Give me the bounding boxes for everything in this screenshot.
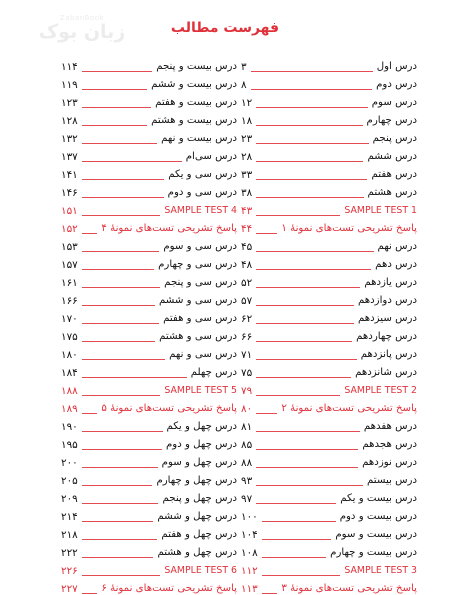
page-number: ۱۱۲ bbox=[240, 565, 262, 577]
page-number: ۱۳۲ bbox=[60, 133, 82, 145]
entry-title: درس چهاردهم bbox=[352, 331, 418, 343]
toc-entry bbox=[60, 271, 238, 289]
entry-title: درس چهلم bbox=[187, 367, 238, 379]
toc-entry bbox=[60, 469, 238, 487]
page-number: ۳ bbox=[240, 61, 251, 73]
entry-title: پاسخ تشریحی تست‌های نمونهٔ ۱ bbox=[277, 223, 418, 235]
entry-title: درس بیست و چهارم bbox=[326, 547, 418, 559]
toc-entry bbox=[240, 289, 418, 307]
page-number: ۱۵۱ bbox=[60, 205, 82, 217]
page-number: ۸۰ bbox=[240, 403, 256, 415]
page-number: ۱۴۶ bbox=[60, 187, 82, 199]
toc-entry bbox=[240, 163, 418, 181]
page-number: ۶۶ bbox=[240, 331, 256, 343]
page-number: ۱۶۱ bbox=[60, 277, 82, 289]
toc-entry bbox=[240, 307, 418, 325]
page-number: ۸۱ bbox=[240, 421, 256, 433]
page-number: ۱۳۷ bbox=[60, 151, 82, 163]
toc-entry bbox=[60, 433, 238, 451]
page-number: ۷۱ bbox=[240, 349, 256, 361]
page-number: ۲۱۸ bbox=[60, 529, 82, 541]
toc-entry bbox=[60, 415, 238, 433]
entry-title: درس ششم bbox=[363, 151, 418, 163]
toc-entry-highlight bbox=[60, 577, 238, 595]
entry-title: درس بیست و نهم bbox=[157, 133, 238, 145]
entry-title: درس چهل و هشتم bbox=[153, 547, 238, 559]
toc-entry-highlight bbox=[60, 397, 238, 415]
toc-entry-highlight bbox=[240, 217, 418, 235]
entry-title: درس چهارم bbox=[363, 115, 418, 127]
entry-title: درس شانزدهم bbox=[351, 367, 418, 379]
page-number: ۲۲۶ bbox=[60, 565, 82, 577]
toc-entry bbox=[240, 343, 418, 361]
entry-title: درس پانزدهم bbox=[357, 349, 418, 361]
watermark-brand: زبان بوک bbox=[38, 21, 126, 43]
toc-entry-highlight bbox=[240, 559, 418, 577]
page-number: ۱۱۹ bbox=[60, 79, 82, 91]
toc-column-left bbox=[60, 55, 238, 595]
page-number: ۴۸ bbox=[240, 259, 256, 271]
page-number: ۱۵۲ bbox=[60, 223, 82, 235]
toc-entry bbox=[60, 235, 238, 253]
toc-entry bbox=[60, 541, 238, 559]
entry-title: درس بیست و دوم bbox=[336, 511, 418, 523]
entry-title: درس نهم bbox=[374, 241, 418, 253]
entry-title: درس سی و هفتم bbox=[159, 313, 238, 325]
entry-title: درس بیست و پنجم bbox=[152, 61, 238, 73]
entry-title: پاسخ تشریحی تست‌های نمونهٔ ۲ bbox=[277, 403, 418, 415]
page-number: ۲۰۰ bbox=[60, 457, 82, 469]
toc-entry-highlight bbox=[240, 397, 418, 415]
toc-entry-highlight bbox=[240, 199, 418, 217]
page-number: ۱۷۰ bbox=[60, 313, 82, 325]
entry-title: پاسخ تشریحی تست‌های نمونهٔ ۳ bbox=[277, 583, 418, 595]
toc-entry-highlight bbox=[240, 577, 418, 595]
page-number: ۴۴ bbox=[240, 223, 256, 235]
toc-entry bbox=[60, 505, 238, 523]
page-number: ۱۱۴ bbox=[60, 61, 82, 73]
page-number: ۲۳ bbox=[240, 133, 256, 145]
toc-entry bbox=[60, 109, 238, 127]
toc-entry bbox=[60, 523, 238, 541]
entry-title: درس هفدهم bbox=[360, 421, 418, 433]
page-number: ۱۲۸ bbox=[60, 115, 82, 127]
toc-entry bbox=[240, 235, 418, 253]
page-number: ۲۰۹ bbox=[60, 493, 82, 505]
toc-entry bbox=[60, 163, 238, 181]
page-number: ۱۸ bbox=[240, 115, 256, 127]
toc-entry bbox=[60, 55, 238, 73]
page-number: ۸۸ bbox=[240, 457, 256, 469]
page-number: ۲۰۵ bbox=[60, 475, 82, 487]
page-number: ۴۵ bbox=[240, 241, 256, 253]
toc-entry bbox=[240, 361, 418, 379]
page-number: ۱۰۰ bbox=[240, 511, 262, 523]
page-number: ۹۷ bbox=[240, 493, 256, 505]
toc-entry-highlight bbox=[60, 199, 238, 217]
entry-title: SAMPLE TEST 2 bbox=[340, 385, 418, 397]
toc-entry-highlight bbox=[60, 217, 238, 235]
page-number: ۱۰۸ bbox=[240, 547, 262, 559]
page-number: ۱۷۵ bbox=[60, 331, 82, 343]
entry-title: درس دهم bbox=[371, 259, 418, 271]
toc-entry bbox=[240, 451, 418, 469]
entry-title: درس نوزدهم bbox=[358, 457, 418, 469]
page-number: ۲۲۲ bbox=[60, 547, 82, 559]
page-number: ۵۲ bbox=[240, 277, 256, 289]
entry-title: درس سیزدهم bbox=[354, 313, 418, 325]
entry-title: درس چهل و پنجم bbox=[158, 493, 238, 505]
entry-title: درس بیست و هفتم bbox=[151, 97, 238, 109]
page-number: ۱۶۶ bbox=[60, 295, 82, 307]
toc-entry bbox=[60, 145, 238, 163]
toc-entry bbox=[240, 415, 418, 433]
entry-title: درس بیستم bbox=[363, 475, 418, 487]
toc-entry bbox=[240, 487, 418, 505]
toc-entry bbox=[240, 91, 418, 109]
toc-entry bbox=[60, 451, 238, 469]
entry-title: پاسخ تشریحی تست‌های نمونهٔ ۵ bbox=[97, 403, 238, 415]
toc-entry bbox=[240, 109, 418, 127]
page-number: ۱۲۳ bbox=[60, 97, 82, 109]
page-title: فهرست مطالب bbox=[170, 20, 280, 36]
toc-entry bbox=[60, 127, 238, 145]
toc-entry bbox=[240, 325, 418, 343]
toc-entry-highlight bbox=[240, 379, 418, 397]
entry-title: درس چهل و یکم bbox=[163, 421, 238, 433]
entry-title: درس بیست و ششم bbox=[147, 79, 238, 91]
toc-entry bbox=[240, 73, 418, 91]
entry-title: درس دوازدهم bbox=[354, 295, 418, 307]
entry-title: درس بیست و سوم bbox=[331, 529, 418, 541]
toc-entry bbox=[60, 487, 238, 505]
entry-title: درس اول bbox=[373, 61, 418, 73]
entry-title: درس پنجم bbox=[369, 133, 418, 145]
toc-entry bbox=[60, 325, 238, 343]
toc-entry bbox=[60, 253, 238, 271]
entry-title: درس هشتم bbox=[364, 187, 418, 199]
entry-title: درس سی و سوم bbox=[159, 241, 238, 253]
entry-title: درس چهل و هفتم bbox=[157, 529, 238, 541]
page-number: ۱۰۴ bbox=[240, 529, 262, 541]
entry-title: پاسخ تشریحی تست‌های نمونهٔ ۴ bbox=[97, 223, 238, 235]
entry-title: درس سی و هشتم bbox=[155, 331, 238, 343]
page-number: ۷۵ bbox=[240, 367, 256, 379]
entry-title: SAMPLE TEST 3 bbox=[340, 565, 418, 577]
entry-title: درس دوم bbox=[372, 79, 418, 91]
page-number: ۲۱۴ bbox=[60, 511, 82, 523]
page-number: ۱۲ bbox=[240, 97, 256, 109]
entry-title: درس سی و یکم bbox=[164, 169, 238, 181]
toc-entry bbox=[60, 181, 238, 199]
page-number: ۱۵۳ bbox=[60, 241, 82, 253]
page-number: ۹۳ bbox=[240, 475, 256, 487]
toc-entry bbox=[60, 343, 238, 361]
toc-entry bbox=[60, 307, 238, 325]
toc-column-right bbox=[240, 55, 418, 595]
entry-title: درس سی و چهارم bbox=[154, 259, 238, 271]
entry-title: درس چهل و دوم bbox=[162, 439, 238, 451]
page-number: ۱۸۴ bbox=[60, 367, 82, 379]
page-number: ۸ bbox=[240, 79, 251, 91]
page-number: ۴۳ bbox=[240, 205, 256, 217]
entry-title: درس سوم bbox=[368, 97, 418, 109]
toc-entry bbox=[240, 541, 418, 559]
page-number: ۱۸۸ bbox=[60, 385, 82, 397]
entry-title: درس چهل و چهارم bbox=[152, 475, 238, 487]
toc-entry bbox=[240, 523, 418, 541]
toc-entry bbox=[240, 505, 418, 523]
toc-entry-highlight bbox=[60, 379, 238, 397]
toc-entry bbox=[60, 91, 238, 109]
page-number: ۱۸۹ bbox=[60, 403, 82, 415]
toc-entry-highlight bbox=[60, 559, 238, 577]
entry-title: درس سی و دوم bbox=[164, 187, 238, 199]
page-number: ۲۲۷ bbox=[60, 583, 82, 595]
page-number: ۱۴۱ bbox=[60, 169, 82, 181]
page-number: ۵۷ bbox=[240, 295, 256, 307]
page-number: ۱۸۰ bbox=[60, 349, 82, 361]
watermark-caption: ZabanBook bbox=[59, 14, 105, 22]
toc-entry bbox=[240, 145, 418, 163]
toc-entry bbox=[60, 289, 238, 307]
entry-title: درس چهل و ششم bbox=[153, 511, 238, 523]
page-number: ۳۳ bbox=[240, 169, 256, 181]
page-number: ۱۹۰ bbox=[60, 421, 82, 433]
page-number: ۲۸ bbox=[240, 151, 256, 163]
entry-title: SAMPLE TEST 1 bbox=[340, 205, 418, 217]
entry-title: SAMPLE TEST 4 bbox=[160, 205, 238, 217]
entry-title: درس سی‌ام bbox=[182, 151, 238, 163]
toc-entry bbox=[240, 55, 418, 73]
page-number: ۱۹۵ bbox=[60, 439, 82, 451]
page-number: ۳۸ bbox=[240, 187, 256, 199]
entry-title: درس سی و ششم bbox=[155, 295, 238, 307]
entry-title: SAMPLE TEST 5 bbox=[160, 385, 238, 397]
page-number: ۱۱۳ bbox=[240, 583, 262, 595]
entry-title: پاسخ تشریحی تست‌های نمونهٔ ۶ bbox=[97, 583, 238, 595]
entry-title: درس سی و پنجم bbox=[160, 277, 238, 289]
page-number: ۱۵۷ bbox=[60, 259, 82, 271]
toc-entry bbox=[240, 181, 418, 199]
entry-title: درس چهل و سوم bbox=[158, 457, 238, 469]
entry-title: درس بیست و هشتم bbox=[147, 115, 238, 127]
page-number: ۸۵ bbox=[240, 439, 256, 451]
toc-entry bbox=[240, 433, 418, 451]
toc-entry bbox=[60, 361, 238, 379]
toc-entry bbox=[240, 271, 418, 289]
entry-title: درس سی و نهم bbox=[165, 349, 238, 361]
entry-title: درس هفتم bbox=[367, 169, 418, 181]
toc-entry bbox=[240, 127, 418, 145]
entry-title: درس یازدهم bbox=[360, 277, 418, 289]
toc-entry bbox=[240, 253, 418, 271]
toc-entry bbox=[240, 469, 418, 487]
entry-title: درس بیست و یکم bbox=[336, 493, 418, 505]
page-number: ۶۲ bbox=[240, 313, 256, 325]
entry-title: SAMPLE TEST 6 bbox=[160, 565, 238, 577]
page-number: ۷۹ bbox=[240, 385, 256, 397]
entry-title: درس هجدهم bbox=[358, 439, 418, 451]
toc-entry bbox=[60, 73, 238, 91]
